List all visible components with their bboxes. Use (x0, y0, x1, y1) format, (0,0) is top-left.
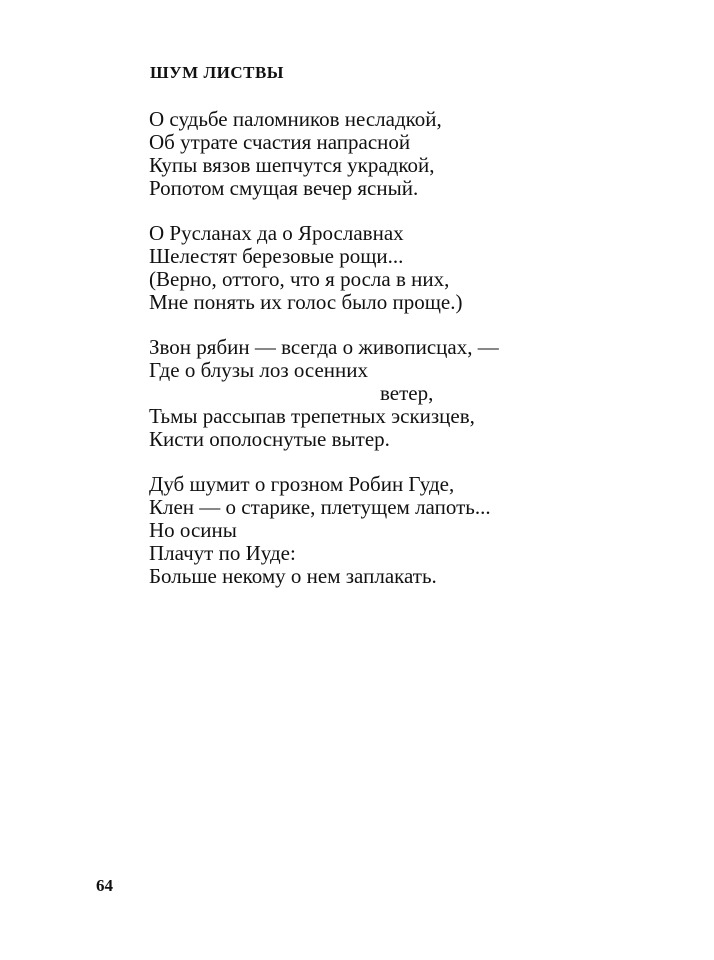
poem-line: Звон рябин — всегда о живописцах, — (149, 335, 499, 359)
poem-line: Дуб шумит о грозном Робин Гуде, (149, 472, 455, 496)
poem-line: Кисти ополоснутые вытер. (149, 427, 390, 451)
poem-line: Мне понять их голос было проще.) (149, 290, 463, 314)
page-number: 64 (96, 876, 113, 895)
poem-line: О Русланах да о Ярославнах (149, 221, 404, 245)
poem-line: Ропотом смущая вечер ясный. (149, 176, 419, 200)
poem-line: Где о блузы лоз осенних (149, 358, 369, 382)
stanza-1 (149, 108, 669, 200)
stanza-4 (149, 473, 669, 588)
poem-line: Больше некому о нем заплакать. (149, 564, 437, 588)
poem-line-indented: ветер, (380, 381, 434, 405)
poem-body (149, 108, 669, 610)
poem-line: Но осины (149, 518, 237, 542)
poem-line: Об утрате счастия напрасной (149, 130, 411, 154)
stanza-2 (149, 222, 669, 314)
poem-line: О судьбе паломников несладкой, (149, 107, 442, 131)
poem-line: Шелестят березовые рощи... (149, 244, 404, 268)
poem-line: Плачут по Иуде: (149, 541, 296, 565)
poem-line: Купы вязов шепчутся украдкой, (149, 153, 435, 177)
poem-title: ШУМ ЛИСТВЫ (150, 63, 284, 82)
poem-line: Клен — о старике, плетущем лапоть... (149, 495, 491, 519)
poem-line: (Верно, оттого, что я росла в них, (149, 267, 450, 291)
stanza-3 (149, 336, 669, 451)
poem-line: Тьмы рассыпав трепетных эскизцев, (149, 404, 475, 428)
